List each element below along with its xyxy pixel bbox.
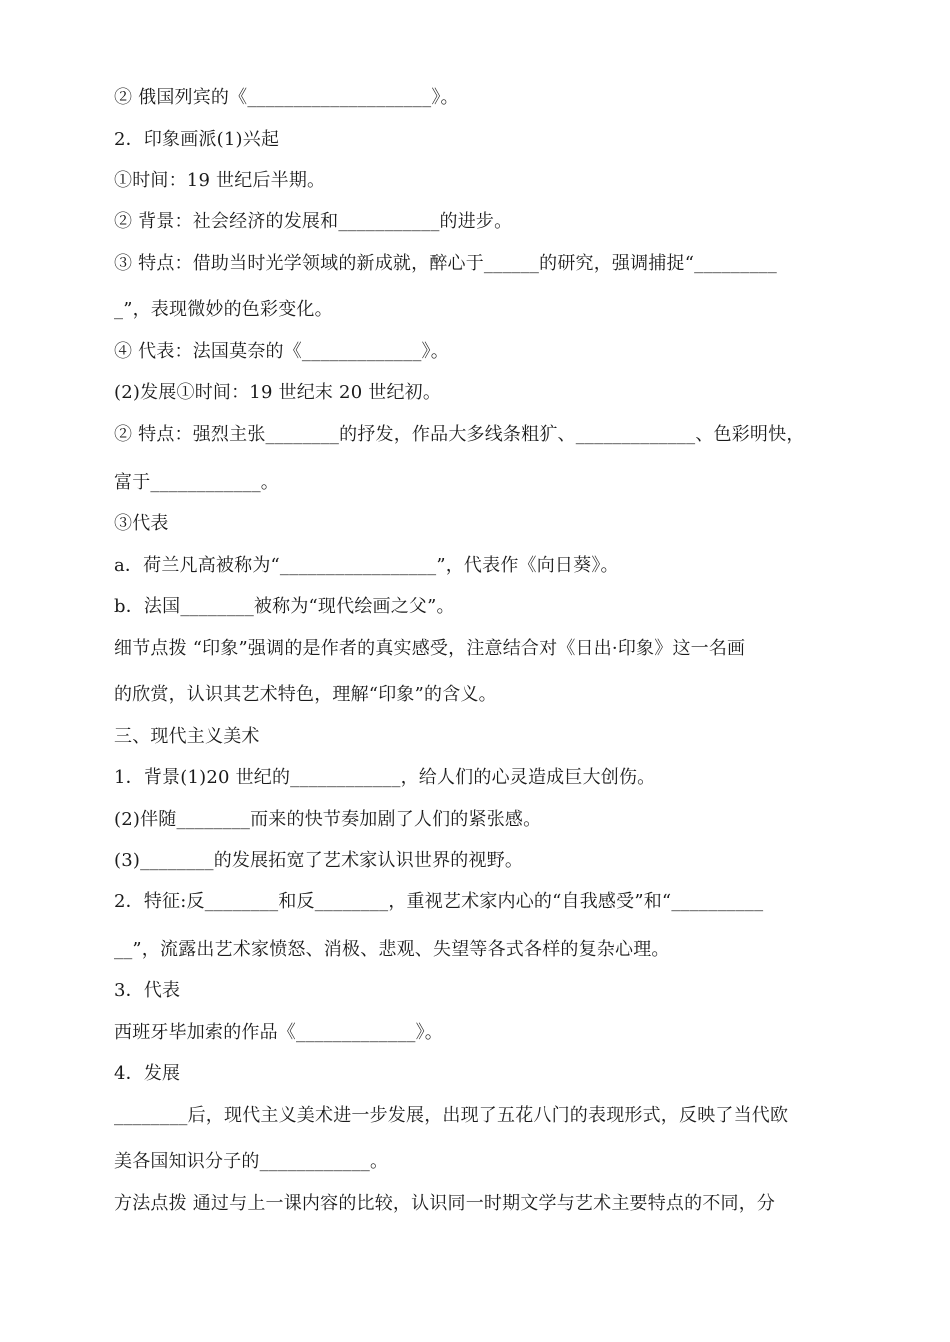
text-line: 1．背景(1)20 世纪的____________，给人们的心灵造成巨大创伤。 (114, 767, 656, 788)
text-line: 的欣赏，认识其艺术特色，理解“印象”的含义。 (114, 684, 497, 705)
text-line: _”，表现微妙的色彩变化。 (114, 299, 333, 320)
text-line: ④ 代表：法国莫奈的《_____________》。 (114, 341, 449, 362)
text-line: ② 背景：社会经济的发展和___________的进步。 (114, 211, 513, 232)
text-line: 西班牙毕加索的作品《_____________》。 (114, 1022, 443, 1043)
text-line: (2)发展①时间：19 世纪末 20 世纪初。 (114, 382, 442, 403)
text-line: 富于____________。 (114, 472, 279, 493)
text-line: __”，流露出艺术家愤怒、消极、悲观、失望等各式各样的复杂心理。 (114, 939, 670, 960)
text-line: 美各国知识分子的____________。 (114, 1151, 389, 1172)
text-line: ② 特点：强烈主张________的抒发，作品大多线条粗犷、_____________、色彩明快， (114, 424, 805, 445)
text-line: 三、现代主义美术 (114, 726, 260, 747)
text-line: 方法点拨 通过与上一课内容的比较，认识同一时期文学与艺术主要特点的不同，分 (114, 1193, 776, 1214)
text-line: (3)________的发展拓宽了艺术家认识世界的视野。 (114, 850, 524, 871)
text-line: ② 俄国列宾的《____________________》。 (114, 87, 459, 108)
text-line: 2．印象画派(1)兴起 (114, 129, 280, 150)
text-line: ________后，现代主义美术进一步发展，出现了五花八门的表现形式，反映了当代欧 (114, 1105, 789, 1126)
text-line: a．荷兰凡高被称为“_________________”，代表作《向日葵》。 (114, 555, 619, 576)
text-line: ③代表 (114, 513, 169, 534)
text-line: 4．发展 (114, 1063, 181, 1084)
text-line: 3．代表 (114, 980, 181, 1001)
text-line: (2)伴随________而来的快节奏加剧了人们的紧张感。 (114, 809, 542, 830)
text-line: 2．特征:反________和反________，重视艺术家内心的“自我感受”和“__________ (114, 891, 764, 912)
text-line: b．法国________被称为“现代绘画之父”。 (114, 596, 455, 617)
text-line: ③ 特点：借助当时光学领域的新成就，醉心于______的研究，强调捕捉“_________ (114, 253, 777, 274)
text-line: 细节点拨 “印象”强调的是作者的真实感受，注意结合对《日出·印象》这一名画 (114, 638, 746, 659)
text-line: ①时间：19 世纪后半期。 (114, 170, 326, 191)
